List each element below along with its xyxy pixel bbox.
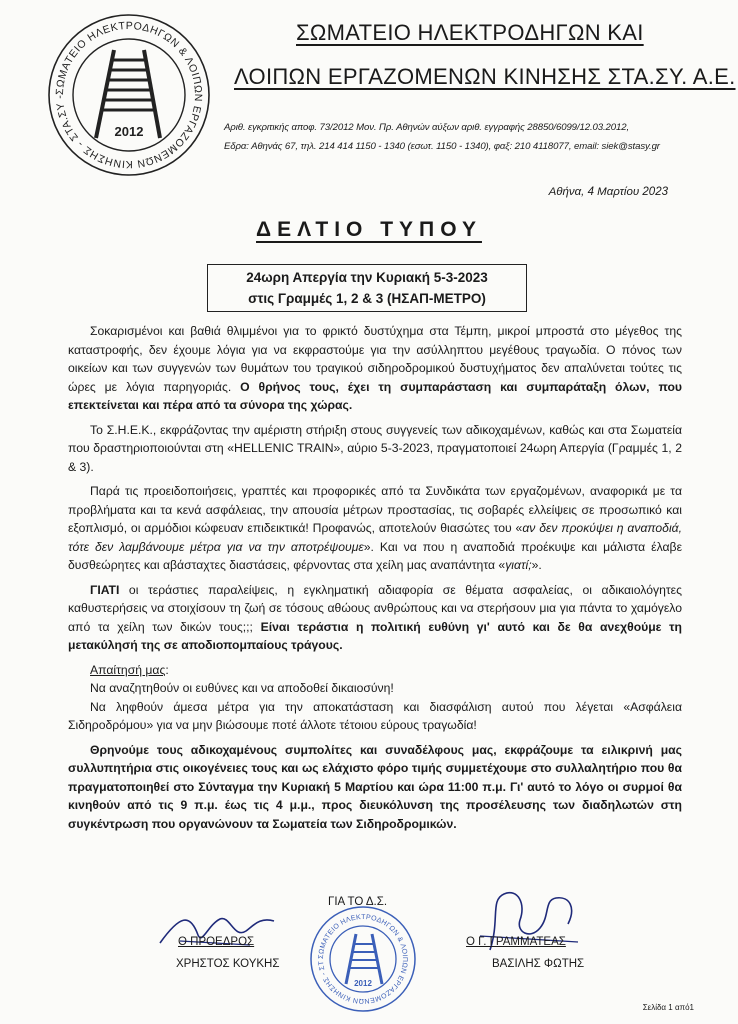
president-role: Ο ΠΡΟΕΔΡΟΣ <box>178 936 255 948</box>
paragraph-1: Σοκαρισμένοι και βαθιά θλιμμένοι για το φρικτό δυστύχημα στα Τέμπη, μικροί μπροστά στο μέγεθος της καταστροφής, δεν έχουμε λόγια για να εκφραστούμε για την ασύλληπτου μεγέθους τραγωδία. Ο πόνος των οικείων και των συγγενών των θυμάτων του τραγικού σιδηροδρομικού δυστυχήματος δεν απαλύνεται τούτες τις ώρες με λόγια παρηγοριάς. Ο θρήνος τους, έχει τη συμπαράσταση και συμπαράταξη όλων, που επεκτείνεται και πέρα από τα σύνορα της χώρας. <box>68 324 682 412</box>
subject-line2: στις Γραμμές 1, 2 & 3 (ΗΣΑΠ-ΜΕΤΡΟ) <box>248 291 486 306</box>
contact-info: Εδρα: Αθηνάς 67, τηλ. 214 414 1150 - 1340 (εσωτ. 1150 - 1340), φαξ: 210 4118077, email: siek@stasy.gr <box>224 141 660 152</box>
demand-item-2: Να ληφθούν άμεσα μέτρα για την αποκατάσταση και διασφάλιση αυτού που λέγεται «Ασφάλεια Σιδηροδρόμου» για να μην βιώσουμε ποτέ άλλοτε τέτοιου εύρους τραγωδία! <box>68 699 682 732</box>
document-title: ΔΕΛΤΙΟ ΤΥΠΟΥ <box>256 218 482 241</box>
svg-text:2012: 2012 <box>354 979 372 988</box>
svg-text:ΣΩΜΑΤΕΙΟ ΗΛΕΚΤΡΟΔΗΓΩΝ & ΛΟΙΠΩΝ: ΣΩΜΑΤΕΙΟ ΗΛΕΚΤΡΟΔΗΓΩΝ & ΛΟΙΠΩΝ ΕΡΓΑΖΟΜΕΝΩΝ ΚΙΝΗΣΗΣ - ΣΤΑ.ΣΥ - <box>53 19 205 171</box>
secretary-role: Ο Γ. ΓΡΑΜΜΑΤΕΑΣ <box>466 936 566 948</box>
paragraph-2: Το Σ.Η.Ε.Κ., εκφράζοντας την αμέριστη στήριξη στους συγγενείς των αδικοχαμένων, καθώς και στα Σωματεία που δραστηριοποιούνται στη «HELLENIC TRAIN», αύριο 5-3-2023, πραγματοποιεί 24ωρη Απεργία (Γραμμές 1, 2 & 3). <box>68 422 682 474</box>
org-name-line2: ΛΟΙΠΩΝ ΕΡΓΑΖΟΜΕΝΩΝ ΚΙΝΗΣΗΣ ΣΤΑ.ΣΥ. Α.Ε. <box>234 64 736 89</box>
secretary-signature <box>460 880 600 960</box>
union-logo <box>44 10 214 180</box>
subject-box <box>207 264 527 312</box>
logo-year: 2012 <box>114 124 144 139</box>
union-stamp <box>308 904 418 1014</box>
secretary-name: ΒΑΣΙΛΗΣ ΦΩΤΗΣ <box>492 958 585 970</box>
registration-info: Αριθ. εγκριτικής αποφ. 73/2012 Μον. Πρ. Αθηνών αύξων αριθ. εγγραφής 28850/6099/12.03.2012, <box>224 122 630 133</box>
signature-header: ΓΙΑ ΤΟ Δ.Σ. <box>328 896 388 908</box>
paragraph-4: ΓΙΑΤΙ οι τεράστιες παραλείψεις, η εγκληματική αδιαφορία σε θέματα ασφαλείας, οι αδικαιολόγητες καθυστερήσεις να στοιχίσουν τη ζωή σε τόσους αθώους ανθρώπους και να στερήσουν μια για πάντα το χαμόγελο από τα χείλη των δικών τους;;; Είναι τεράστια η πολιτική ευθύνη γι' αυτό και δε θα ανεχθούμε τη μετακύλησή της σε αποδιοπομπαίους τράγους. <box>68 582 682 652</box>
closing-paragraph: Θρηνούμε τους αδικοχαμένους συμπολίτες και συναδέλφους μας, εκφράζουμε τα ειλικρινή μας συλλυπητήρια στις οικογένειες τους και ως ελάχιστο φόρο τιμής συμμετέχουμε στο συλλαλητήριο που θα πραγματοποιηθεί στο Σύνταγμα την Κυριακή 5 Μαρτίου και ώρα 11:00 π.μ. Γι' αυτό το λόγο οι συρμοί θα κινηθούν από τις 9 π.μ. έως τις 4 μ.μ., προς διευκόλυνση της προσέλευσης των διαδηλωτών στη συγκέντρωση που οργανώνουν τα Σωματεία των Σιδηροδρομικών. <box>68 742 682 831</box>
paragraph-3: Παρά τις προειδοποιήσεις, γραπτές και προφορικές από τα Συνδικάτα των εργαζομένων, αναφορικά με τα προβλήματα και τα κενά ασφάλειας, την απουσία μέτρων προστασίας, τις σοβαρές ελλείψεις σε προσωπικό και εξοπλισμό, οι αρμόδιοι κώφευαν επιδεικτικά! Προφανώς, αποτελούν θιασώτες του «αν δεν προκύψει η αναποδιά, τότε δεν λαμβάνουμε μέτρα για να την αποτρέψουμε». Και να που η αναποδιά προέκυψε και μάλιστα έλαβε δυσθεώρητες και αβάσταχτες διαστάσεις, φέρνοντας στα χείλη μας αναπάντητα «γιατί;». <box>68 484 683 572</box>
demand-item-1: Να αναζητηθούν οι ευθύνες και να αποδοθεί δικαιοσύνη! <box>90 681 394 695</box>
svg-text:ΣΩΜΑΤΕΙΟ ΗΛΕΚΤΡΟΔΗΓΩΝ & ΛΟΙΠΩΝ: ΣΩΜΑΤΕΙΟ ΗΛΕΚΤΡΟΔΗΓΩΝ & ΛΟΙΠΩΝ ΕΡΓΑΖΟΜΕΝΩΝ ΚΙΝΗΣΗΣ - ΣΤ <box>317 913 409 1005</box>
demand-heading: Απαίτησή μας: <box>90 662 169 677</box>
press-release-body <box>68 322 682 839</box>
president-name: ΧΡΗΣΤΟΣ ΚΟΥΚΗΣ <box>176 958 280 970</box>
page-number: Σελίδα 1 από1 <box>642 1003 694 1012</box>
document-date: Αθήνα, 4 Μαρτίου 2023 <box>548 186 668 198</box>
org-name-line1: ΣΩΜΑΤΕΙΟ ΗΛΕΚΤΡΟΔΗΓΩΝ ΚΑΙ <box>296 20 644 45</box>
subject-line1: 24ωρη Απεργία την Κυριακή 5-3-2023 <box>246 270 488 285</box>
